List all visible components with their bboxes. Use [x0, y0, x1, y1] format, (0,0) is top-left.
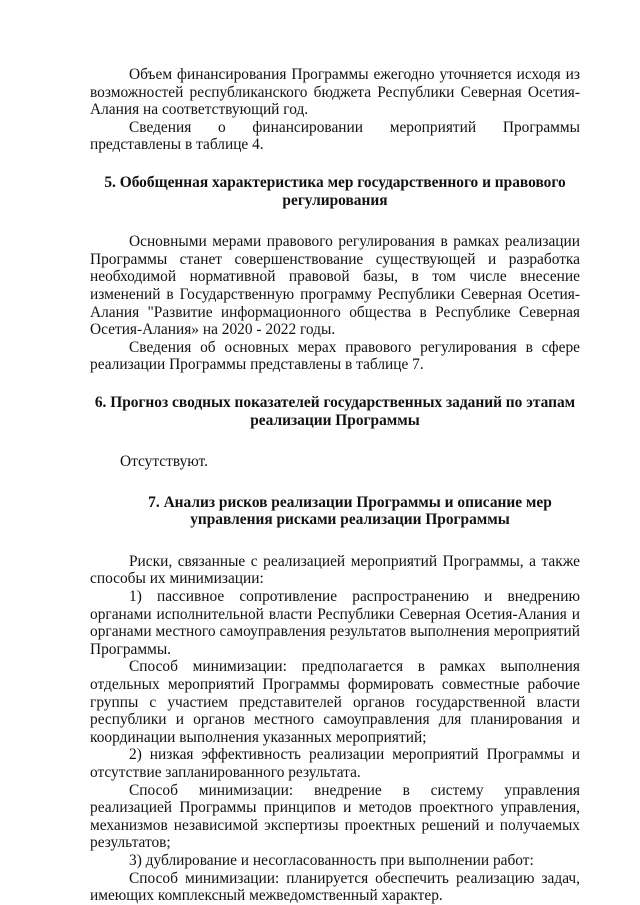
paragraph: 3) дублирование и несогласованность при выполнении работ:: [129, 851, 534, 869]
paragraph: Способ минимизации: планируется обеспечить реализацию задач, имеющих комплексный межведомственный характер.: [90, 869, 580, 905]
paragraph: Отсутствуют.: [120, 453, 208, 471]
section-heading: 7. Анализ рисков реализации Программы и описание мер управления рисками реализации Программы: [148, 493, 552, 529]
section-heading: 5. Обобщенная характеристика мер государственного и правового регулирования: [104, 173, 566, 209]
paragraph: Риски, связанные с реализацией мероприятий Программы, а также способы их минимизации:: [90, 552, 580, 588]
paragraph: 2) низкая эффективность реализации мероприятий Программы и отсутствие запланированного результата.: [90, 746, 580, 781]
paragraph: Основными мерами правового регулирования в рамках реализации Программы станет совершенствование существующей и разработка необходимой нормативной правовой базы, в том числе внесение изменений в Государственную программу Республики Северная Осетия-Алания "Развитие информационного общества в Республике Северная Осетия-Алания» на 2020 - 2022 годы.: [90, 233, 580, 339]
paragraph: Сведения об основных мерах правового регулирования в сфере реализации Программы представлены в таблице 7.: [90, 338, 580, 374]
document-page: [90, 66, 580, 905]
section-heading: 6. Прогноз сводных показателей государственных заданий по этапам реализации Программы: [94, 393, 576, 429]
paragraph: Способ минимизации: внедрение в систему управления реализацией Программы принципов и методов проектного управления, механизмов независимой экспертизы проектных решений и получаемых результатов;: [90, 781, 580, 852]
paragraph: Объем финансирования Программы ежегодно уточняется исходя из возможностей республиканского бюджета Республики Северная Осетия-Алания на соответствующий год.: [90, 66, 580, 119]
paragraph: Способ минимизации: предполагается в рамках выполнения отдельных мероприятий Программы формировать совместные рабочие группы с участием представителей органов государственной власти республики и органов местного самоуправления для планирования и координации выполнения указанных мероприятий;: [90, 658, 580, 746]
paragraph: 1) пассивное сопротивление распространению и внедрению органами исполнительной власти Республики Северная Осетия-Алания и органами местного самоуправления результатов выполнения мероприятий Программы.: [90, 588, 580, 658]
paragraph: Сведения о финансировании мероприятий Программы представлены в таблице 4.: [90, 118, 580, 154]
